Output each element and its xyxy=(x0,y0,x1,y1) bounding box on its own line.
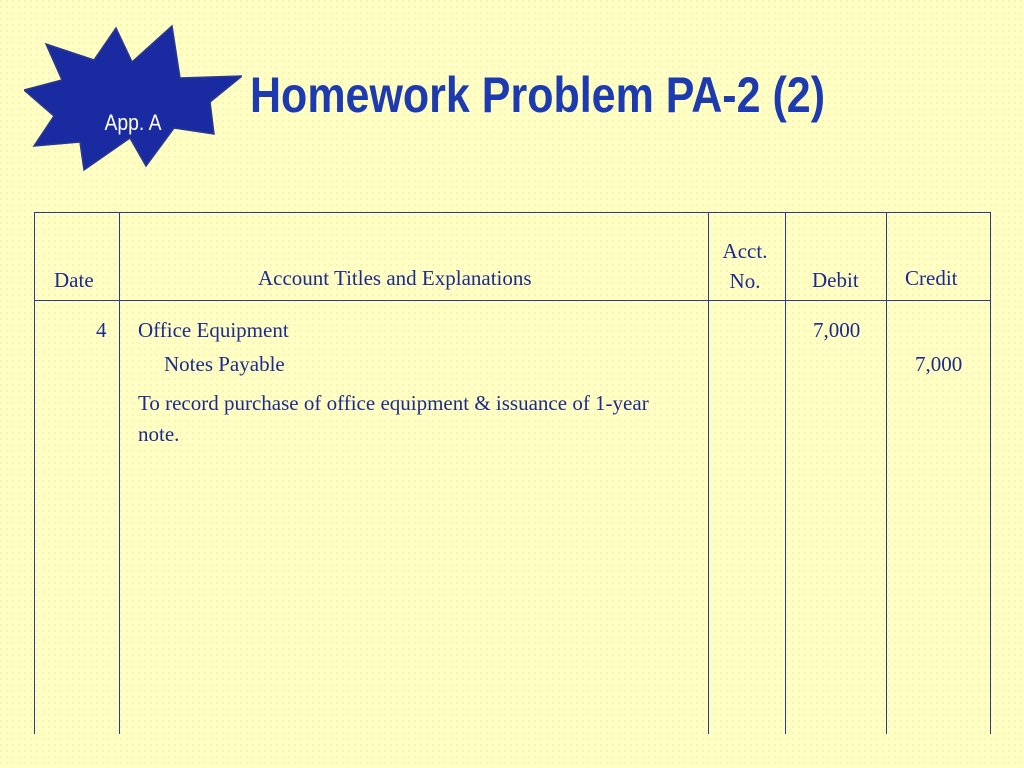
column-divider-date xyxy=(119,212,120,734)
starburst-icon xyxy=(24,24,242,172)
page-title: Homework Problem PA-2 (2) xyxy=(250,67,826,123)
table-border-left xyxy=(34,212,35,734)
badge-label: App. A xyxy=(104,110,162,135)
column-divider-acct-no xyxy=(785,212,786,734)
entry-debit-amount: 7,000 xyxy=(813,318,861,342)
entry-date: 4 xyxy=(96,318,107,342)
entry-credit-amount: 7,000 xyxy=(915,352,963,376)
general-journal-table xyxy=(34,212,991,734)
header-credit: Credit xyxy=(905,266,958,290)
header-debit: Debit xyxy=(812,268,859,292)
entry-explanation: To record purchase of office equipment & issuance of 1-year note. xyxy=(138,391,649,446)
table-border-top xyxy=(34,212,991,213)
appendix-badge xyxy=(24,24,242,172)
entry-credit-account: Notes Payable xyxy=(164,352,285,376)
header-account-titles: Account Titles and Explanations xyxy=(258,266,532,290)
table-border-right xyxy=(990,212,991,734)
header-divider xyxy=(34,300,991,301)
column-divider-debit xyxy=(886,212,887,734)
entry-debit-account: Office Equipment xyxy=(138,318,289,342)
header-acct-no: Acct. No. xyxy=(722,239,768,293)
column-divider-account xyxy=(708,212,709,734)
header-date: Date xyxy=(54,268,94,292)
